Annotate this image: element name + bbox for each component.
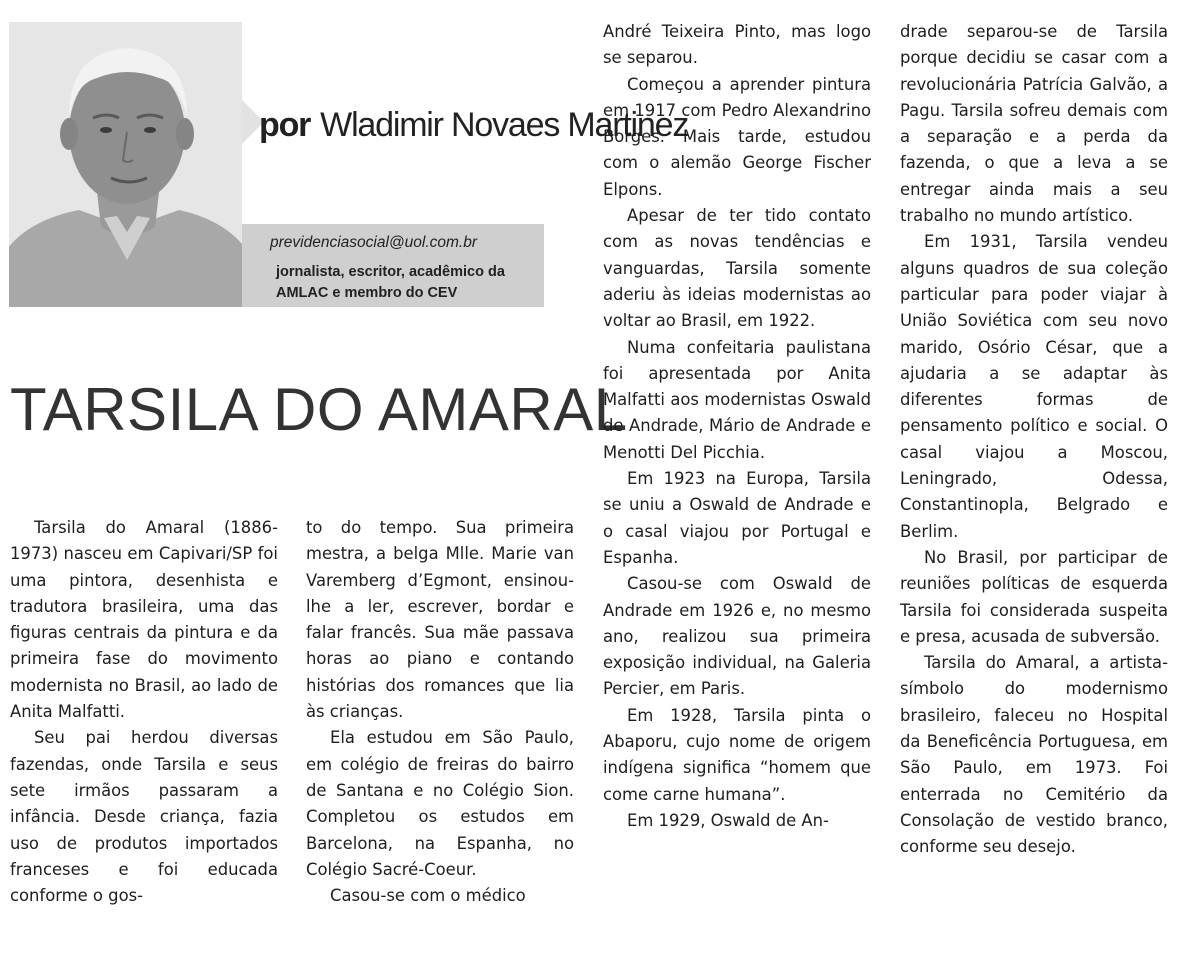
author-email[interactable]: previdenciasocial@uol.com.br	[270, 234, 477, 251]
article-paragraph: Ela estudou em São Paulo, em colégio de freiras do bairro de Santana e no Colégio Sion. Completou os estudos em Barcelona, na Espanha, no Colégio Sacré-Coeur.	[306, 728, 574, 879]
article-paragraph: Casou-se com Oswald de Andrade em 1926 e, no mesmo ano, realizou sua primeira exposição individual, na Galeria Percier, em Paris.	[603, 574, 871, 699]
article-paragraph: Casou-se com o médico	[330, 886, 526, 906]
article-paragraph: Numa confeitaria paulistana foi apresentada por Anita Malfatti aos modernistas Oswald de Andrade, Mário de Andrade e Menotti Del Picchia.	[603, 337, 871, 462]
article-paragraph: Em 1928, Tarsila pinta o Abaporu, cujo nome de origem indígena significa “homem que come carne humana”.	[603, 705, 871, 804]
article-paragraph: Tarsila do Amaral, a artista-símbolo do modernismo brasileiro, faleceu no Hospital da Beneficência Portuguesa, em São Paulo, em 1973. Foi enterrada no Cemitério da Consolação de vestido branco, conforme seu desejo.	[900, 653, 1168, 857]
article-paragraph: drade separou-se de Tarsila porque decidiu se casar com a revolucionária Patrícia Galvão, a Pagu. Tarsila sofreu demais com a separação e a perda da fazenda, o que a leva a se entregar ainda mais a seu trabalho no mundo artístico.	[900, 22, 1168, 226]
article-paragraph: Apesar de ter tido contato com as novas tendências e vanguardas, Tarsila somente aderiu às ideias modernistas ao voltar ao Brasil, em 1922.	[603, 206, 871, 331]
article-column-4	[900, 19, 1168, 861]
author-description: jornalista, escritor, acadêmico da AMLAC e membro do CEV	[276, 264, 505, 301]
article-column-1	[10, 515, 278, 909]
article-paragraph: André Teixeira Pinto, mas logo se separou.	[603, 22, 871, 68]
article-paragraph: Seu pai herdou diversas fazendas, onde Tarsila e seus sete irmãos passaram a infância. Desde criança, fazia uso de produtos importados franceses e foi educada conforme o gos-	[10, 728, 278, 906]
article-paragraph: Começou a aprender pintura em 1917 com Pedro Alexandrino Borges. Mais tarde, estudou com o alemão George Fischer Elpons.	[603, 74, 871, 199]
article-paragraph: to do tempo. Sua primeira mestra, a belga Mlle. Marie van Varemberg d’Egmont, ensinou-lhe a ler, escrever, bordar e falar francês. Sua mãe passava horas ao piano e contando histórias dos romances que lia às crianças.	[306, 518, 574, 722]
author-photo	[9, 22, 242, 307]
article-headline: TARSILA DO AMARAL	[10, 376, 628, 443]
author-portrait-illustration	[9, 22, 242, 307]
article-column-3	[603, 19, 871, 834]
author-name: Wladimir Novaes Martinez	[320, 106, 689, 144]
article-column-2	[306, 515, 574, 909]
article-paragraph: Em 1923 na Europa, Tarsila se uniu a Oswald de Andrade e o casal viajou por Portugal e Espanha.	[603, 469, 871, 567]
article-paragraph: Em 1931, Tarsila vendeu alguns quadros de sua coleção particular para poder viajar à União Soviética com seu novo marido, Osório César, que a ajudaria a se adaptar às diferentes formas de pensamento político e social. O casal viajou a Moscou, Leningrado, Odessa, Constantinopla, Belgrado e Berlim.	[900, 232, 1168, 541]
article-paragraph: Em 1929, Oswald de An-	[627, 810, 829, 830]
article-paragraph: Tarsila do Amaral (1886-1973) nasceu em Capivari/SP foi uma pintora, desenhista e tradutora brasileira, uma das figuras centrais da pintura e da primeira fase do movimento modernista no Brasil, ao lado de Anita Malfatti.	[10, 518, 278, 722]
byline-prefix: por	[259, 106, 311, 144]
article-paragraph: No Brasil, por participar de reuniões políticas de esquerda Tarsila foi considerada suspeita e presa, acusada de subversão.	[900, 547, 1168, 646]
